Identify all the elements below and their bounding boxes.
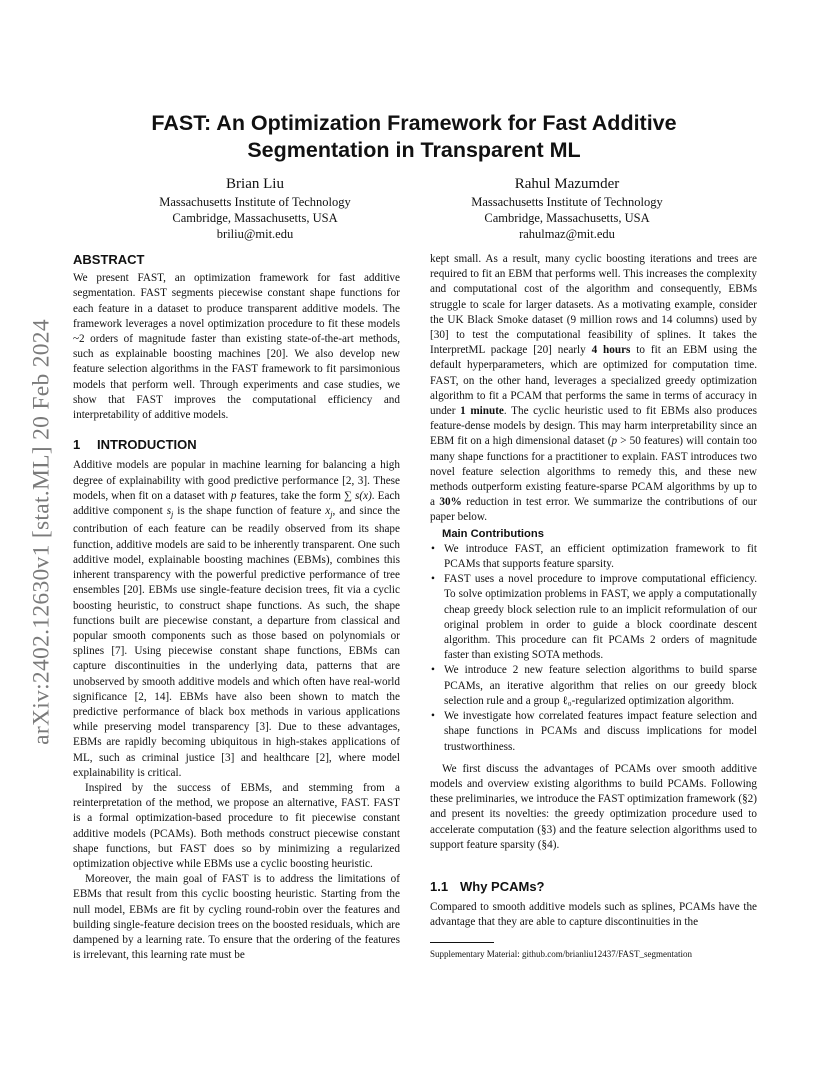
author-name: Brian Liu [226,176,284,192]
author-affiliation: Massachusetts Institute of Technology [159,195,351,209]
subsection-text: Compared to smooth additive models such as splines, PCAMs have the advantage that they are able to capture discontinuities in the [430,901,757,929]
title-line-1: FAST: An Optimization Framework for Fast Additive [151,111,677,135]
author-location: Cambridge, Massachusetts, USA [484,211,650,225]
intro-paragraph-1: Additive models are popular in machine learning for balancing a high degree of explainability with good predictive performance [2, 3]. These models, when fit on a dataset with p features, take the form ∑ s(x). Each additive component $s_j$ is the shape function of feature $x_j$, and since the contribution of each feature can be readily observed from its shape function, additive models are said to be inherently transparent. One such additive model, explainable boosting machines (EBMs), combines this inherent transparency with the powerful predictive performance of tree ensembles [20]. EBMs use single-feature decision trees, fit via a cyclic boosting heuristic, to construct shape functions. As such, the shape functions built are piecewise constant, a departure from classical and popular smooth components such as those based on polynomials or splines [7]. Using piecewise constant shape functions, EBMs can capture discontinuities in the underlying data, patterns that are unobserved by smooth additive models and which often have real-world significance [2, 14]. EBMs have also been shown to match the predictive performance of black box methods in various applications while preserving model transparency [3]. Due to these advantages, EBMs are rapidly becoming ubiquitous in high-stakes applications of ML, such as criminal justice [3] and healthcare [2], where model explainability is critical. [73,459,401,779]
list-item: • We introduce FAST, an efficient optimization framework to fit PCAMs that supports feature sparsity. [444,542,757,572]
abstract-heading: ABSTRACT [73,252,145,267]
intro-paragraph-4: We first discuss the advantages of PCAMs over smooth additive models and overview existing algorithms to build PCAMs. Following these preliminaries, we introduce the FAST optimization framework (§2) and present its novelties: the greedy optimization procedure used to accelerate computation (§3) and the feature selection algorithms used to support feature sparsity (§4). [430,762,757,851]
intro-paragraph-3: Moreover, the main goal of FAST is to address the limitations of EBMs that result from this cyclic boosting heuristic. Starting from the null model, EBMs are fit by cycling round-robin over the features and building single-feature decision trees on the boosted residuals, which are dampened by a learning rate. To ensure that the ordering of the features is irrelevant, this learning rate must be [73,873,400,962]
section-heading-introduction [73,437,400,452]
author-block-2 [407,174,727,242]
abstract-text: We present FAST, an optimization framework for fast additive segmentation. FAST segments piecewise constant shape functions for each feature in a dataset to produce transparent additive models. The framework leverages a novel optimization procedure to fit these models ~2 orders of magnitude faster than existing state-of-the-art methods, such as explainable boosting machines [20]. We also develop new feature selection algorithms in the FAST framework to fit parsimonious models that perform well. Through experiments and case studies, we show that FAST improves the computational efficiency and interpretability of additive models. [73,272,400,422]
author-location: Cambridge, Massachusetts, USA [172,211,338,225]
author-block-1 [95,174,415,242]
author-affiliation: Massachusetts Institute of Technology [471,195,663,209]
list-item: • We investigate how correlated features impact feature selection and shape functions in PCAMs and discuss implications for model trustworthiness. [444,709,757,755]
contributions-list [430,542,757,755]
intro-paragraph-3-continued: kept small. As a result, many cyclic boosting iterations and trees are required to fit an EBM that performs well. This increases the complexity and computational cost of the algorithm and consequently, EBMs struggle to scale for larger datasets. As a motivating example, consider the UK Black Smoke dataset (9 million rows and 14 columns) used by [30] to test the computational feasibility of splines. It takes the InterpretML package [20] nearly 4 hours to fit an EBM using the default hyperparameters, which are optimized for computation time. FAST, on the other hand, leverages a specialized greedy optimization algorithm to fit a PCAM that performs the same in terms of accuracy in under 1 minute. The cyclic heuristic used to fit EBMs also produces feature-dense models by design. This may harm interpretability since an EBM fit on a high dimensional dataset (p > 50 features) will contain too many shape functions for a practitioner to explain. FAST introduces two novel feature selection algorithms to remedy this, and these new methods outperform existing feature-sparse PCAM algorithms by up to a 30% reduction in test error. We summarize the contributions of our paper below. [430,253,757,524]
list-item: • We introduce 2 new feature selection algorithms to build sparse PCAMs, an iterative algorithm that relies on our greedy block selection rule and a group ℓ₀-regularized optimization algorithm. [444,663,757,709]
subsection-heading-why-pcams [430,879,757,894]
inline-formula: ∑ s(x) [343,489,372,502]
subsection-number: 1.1 [430,878,449,894]
author-email: rahulmaz@mit.edu [519,227,615,241]
paper-title [100,110,728,164]
contributions-heading: Main Contributions [442,527,544,540]
subsection-title: Why PCAMs? [460,878,545,894]
arxiv-identifier: arXiv:2402.12630v1 [stat.ML] 20 Feb 2024 [28,319,55,745]
title-line-2: Segmentation in Transparent ML [247,138,581,162]
left-column [73,252,400,963]
list-item: • FAST uses a novel procedure to improve computational efficiency. To solve optimization problems in FAST, we apply a computationally cheap greedy block selection rule to an implicit reformulation of our original problem in order to guide a block coordinate descent algorithm. This procedure can fit PCAMs 2 orders of magnitude faster than existing SOTA methods. [444,572,757,663]
right-column [430,252,757,931]
section-title: INTRODUCTION [97,437,197,453]
footnote: Supplementary Material: github.com/brianliu12437/FAST_segmentation [430,949,693,959]
intro-paragraph-2: Inspired by the success of EBMs, and stemming from a reinterpretation of the method, we propose an alternative, FAST. FAST is a formal optimization-based procedure to fit piecewise constant additive models (PCAMs). Both methods construct piecewise constant shape functions, but FAST does so by minimizing a regularized optimization objective while EBMs use a cyclic boosting heuristic. [73,781,400,870]
author-name: Rahul Mazumder [514,176,620,192]
author-email: briliu@mit.edu [216,227,294,241]
footnote-rule [430,942,494,943]
section-number: 1 [73,437,81,453]
